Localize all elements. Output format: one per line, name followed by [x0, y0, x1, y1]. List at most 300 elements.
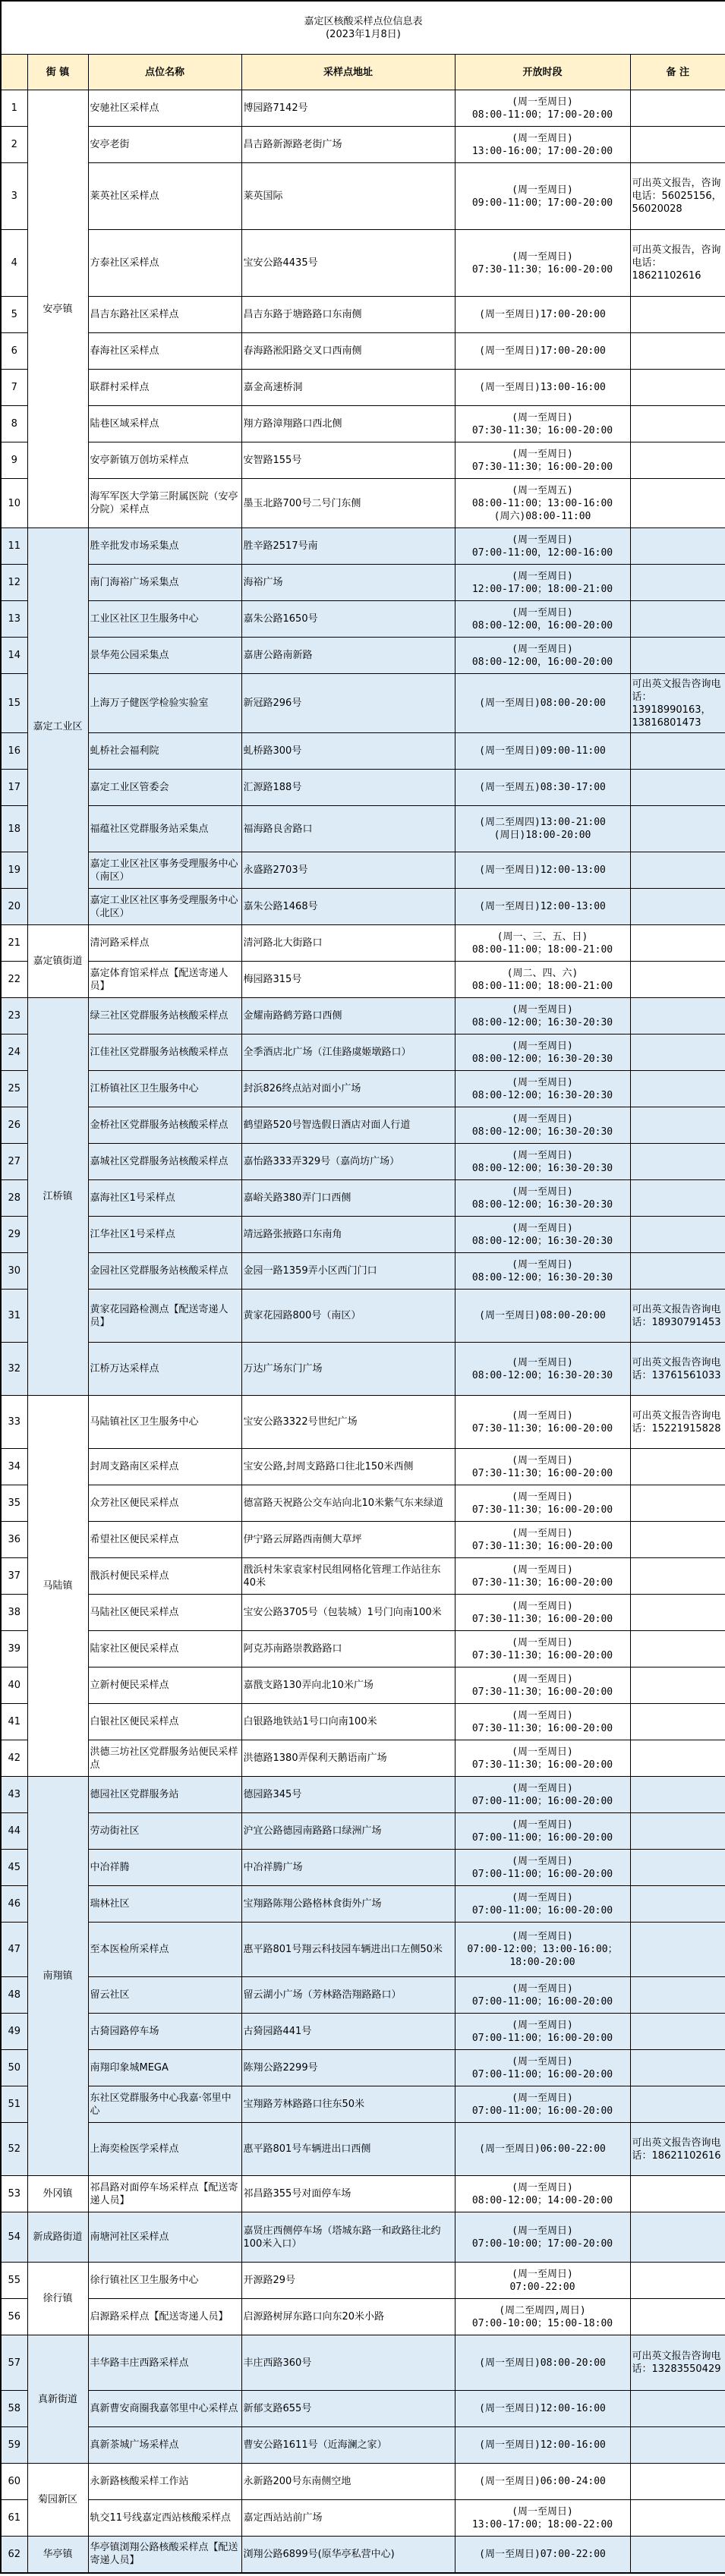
- row-number: 59: [1, 2427, 27, 2464]
- hours-line: 13:00-17:00；18:00-22:00: [471, 2518, 613, 2530]
- site-note: [630, 1777, 725, 1813]
- table-row: [1, 2212, 725, 2263]
- table-row: [1, 1485, 725, 1522]
- hours-line: 08:00-12:00；16:30-20:30: [471, 1369, 613, 1381]
- table-row: [1, 1180, 725, 1217]
- site-name: 劳动街社区: [88, 1813, 241, 1850]
- site-note: [630, 2050, 725, 2086]
- opening-hours: [455, 1704, 630, 1740]
- site-note: [630, 1813, 725, 1850]
- table-row: [1, 2123, 725, 2176]
- table-row: [1, 528, 725, 565]
- hours-line: (周一至周日): [512, 250, 573, 263]
- site-address: 洪德路1380弄保利天鹅语南广场: [241, 1740, 455, 1777]
- table-row: [1, 852, 725, 889]
- site-name: 真新茶城广场采样点: [88, 2427, 241, 2464]
- hours-line: (周一至周日): [512, 1186, 573, 1198]
- opening-hours: [455, 1107, 630, 1144]
- site-name: 福蕴社区党群服务站采集点: [88, 806, 241, 852]
- table-row: [1, 1704, 725, 1740]
- opening-hours: [455, 2050, 630, 2086]
- table-row: [1, 1595, 725, 1631]
- site-name: 安驰社区采样点: [88, 90, 241, 127]
- site-name: 绿三社区党群服务站核酸采样点: [88, 998, 241, 1034]
- site-address: 启源路树屏东路口向东20米小路: [241, 2299, 455, 2335]
- site-note: [630, 1704, 725, 1740]
- site-address: 金耀南路鹤芳路口西侧: [241, 998, 455, 1034]
- site-address: 嘉金高速桥洞: [241, 370, 455, 406]
- opening-hours: [455, 370, 630, 406]
- opening-hours: [455, 2299, 630, 2335]
- site-name: 陆巷区域采样点: [88, 406, 241, 442]
- row-number: 52: [1, 2123, 27, 2176]
- table-row: [1, 962, 725, 998]
- site-address: 惠平路801号翔云科技园车辆进出口左侧50米: [241, 1923, 455, 1977]
- table-row: [1, 1071, 725, 1107]
- site-name: 嘉定体育馆采样点【配送寄递人员】: [88, 962, 241, 998]
- site-note: [630, 2086, 725, 2123]
- table-row: [1, 674, 725, 733]
- site-name: 东社区党群服务中心我嘉·邻里中心: [88, 2086, 241, 2123]
- site-name: 工业区社区卫生服务中心: [88, 601, 241, 638]
- site-name: 黄家花园路检测点【配送寄递人员】: [88, 1290, 241, 1343]
- site-name: 真新曹安商圈我嘉邻里中心采样点: [88, 2391, 241, 2427]
- table-row: [1, 2391, 725, 2427]
- table-row: [1, 925, 725, 962]
- table-row: [1, 889, 725, 925]
- site-note: [630, 998, 725, 1034]
- hours-line: (周一至周日): [512, 1855, 573, 1867]
- site-note: [630, 2176, 725, 2212]
- site-name: 众芳社区便民采样点: [88, 1485, 241, 1522]
- row-number: 19: [1, 852, 27, 889]
- site-note: [630, 1977, 725, 2014]
- table-row: [1, 1290, 725, 1343]
- site-address: 宝翔路芳林路路口往东50米: [241, 2086, 455, 2123]
- site-address: 嘉贤庄西侧停车场（塔城东路一和政路往北约100米入口）: [241, 2212, 455, 2263]
- site-address: 古猗园路441号: [241, 2014, 455, 2050]
- opening-hours: [455, 889, 630, 925]
- site-note: [630, 2212, 725, 2263]
- site-note: [630, 2427, 725, 2464]
- row-number: 1: [1, 90, 27, 127]
- hours-line: (周一至周日)13:00-16:00: [479, 382, 606, 393]
- hours-line: (周一至周日): [512, 184, 573, 196]
- site-address: 宝翔路陈翔公路格林食街外广场: [241, 1886, 455, 1923]
- row-number: 12: [1, 565, 27, 601]
- site-note: [630, 1631, 725, 1667]
- site-note: [630, 442, 725, 479]
- site-address: 嘉唐公路南新路: [241, 638, 455, 674]
- row-number: 32: [1, 1343, 27, 1396]
- opening-hours: [455, 1449, 630, 1485]
- hours-line: 07:00-10:00；15:00-18:00: [471, 2317, 613, 2329]
- col-header-site-name: 点位名称: [88, 55, 241, 90]
- hours-line: (周一至周日)06:00-22:00: [479, 2143, 606, 2155]
- hours-line: 07:30-11:30；16:00-20:00: [471, 1467, 613, 1479]
- row-number: 30: [1, 1253, 27, 1290]
- site-address: 黄家花园路800号（南区）: [241, 1290, 455, 1343]
- table-row: [1, 1396, 725, 1449]
- hours-line: 07:00-11:00；16:00-20:00: [471, 1995, 613, 2008]
- opening-hours: [455, 2176, 630, 2212]
- site-name: 中冶祥腾: [88, 1850, 241, 1886]
- table-row: [1, 2014, 725, 2050]
- town-name: 江桥镇: [27, 998, 88, 1396]
- hours-line: 07:00-11:00；16:00-20:00: [471, 2105, 613, 2117]
- opening-hours: [455, 1850, 630, 1886]
- table-row: [1, 2335, 725, 2391]
- opening-hours: [455, 601, 630, 638]
- opening-hours: [455, 1253, 630, 1290]
- site-note: [630, 1522, 725, 1558]
- row-number: 50: [1, 2050, 27, 2086]
- site-note: 可出英文报告，咨询电话：56025156，56020028: [630, 163, 725, 230]
- site-note: [630, 2464, 725, 2500]
- hours-line: 13:00-16:00；17:00-20:00: [471, 145, 613, 157]
- col-header-town: 街 镇: [27, 55, 88, 90]
- col-header-address: 采样点地址: [241, 55, 455, 90]
- site-name: 永新路核酸采样工作站: [88, 2464, 241, 2500]
- site-note: [630, 1449, 725, 1485]
- site-name: 金园社区党群服务站核酸采样点: [88, 1253, 241, 1290]
- site-name: 江佳社区党群服务站核酸采样点: [88, 1034, 241, 1071]
- hours-line: (周一至周日)08:00-20:00: [479, 698, 606, 709]
- table-row: [1, 1977, 725, 2014]
- opening-hours: [455, 1886, 630, 1923]
- row-number: 44: [1, 1813, 27, 1850]
- opening-hours: [455, 2537, 630, 2573]
- site-name: 古猗园路停车场: [88, 2014, 241, 2050]
- table-row: [1, 2086, 725, 2123]
- opening-hours: [455, 1813, 630, 1850]
- row-number: 37: [1, 1558, 27, 1595]
- opening-hours: [455, 2335, 630, 2391]
- site-note: [630, 565, 725, 601]
- hours-line: (周一至周日): [512, 1709, 573, 1721]
- opening-hours: [455, 1144, 630, 1180]
- opening-hours: [455, 1740, 630, 1777]
- hours-line: (周二至周四)13:00-21:00: [479, 817, 606, 828]
- site-address: 春海路淞阳路交叉口西南侧: [241, 333, 455, 370]
- opening-hours: [455, 127, 630, 163]
- site-note: [630, 1485, 725, 1522]
- site-name: 南翔印象城MEGA: [88, 2050, 241, 2086]
- hours-line: (周一至周日): [512, 1491, 573, 1503]
- hours-line: 07:00-11:00；16:00-20:00: [471, 2032, 613, 2044]
- table-row: [1, 2299, 725, 2335]
- row-number: 58: [1, 2391, 27, 2427]
- site-name: 江桥镇社区卫生服务中心: [88, 1071, 241, 1107]
- hours-line: (周二至周四,周日): [499, 2304, 586, 2316]
- hours-line: (周一至周日): [512, 1149, 573, 1161]
- site-note: [630, 479, 725, 528]
- hours-line: (周一至周日): [512, 1258, 573, 1271]
- row-number: 36: [1, 1522, 27, 1558]
- col-header-hours: 开放时段: [455, 55, 630, 90]
- opening-hours: [455, 1290, 630, 1343]
- hours-line: 18:00-20:00: [509, 1957, 575, 1968]
- row-number: 8: [1, 406, 27, 442]
- site-note: [630, 370, 725, 406]
- table-row: [1, 1631, 725, 1667]
- site-name: 方泰社区采样点: [88, 230, 241, 297]
- row-number: 14: [1, 638, 27, 674]
- site-note: [630, 1071, 725, 1107]
- site-name: 景华苑公园采集点: [88, 638, 241, 674]
- row-number: 43: [1, 1777, 27, 1813]
- hours-line: 07:30-11:30；16:00-20:00: [471, 1686, 613, 1698]
- site-address: 德富路天祝路公交车站向北10米紫气东来绿道: [241, 1485, 455, 1522]
- site-address: 开源路29号: [241, 2263, 455, 2299]
- town-name: 徐行镇: [27, 2263, 88, 2335]
- site-address: 宝安公路,封周支路路口往北150米西侧: [241, 1449, 455, 1485]
- site-name: 祁昌路对面停车场采样点【配送寄递人员】: [88, 2176, 241, 2212]
- table-row: [1, 770, 725, 806]
- site-name: 南门海裕广场采集点: [88, 565, 241, 601]
- hours-line: (周一至周日): [512, 96, 573, 108]
- site-name: 嘉海社区1号采样点: [88, 1180, 241, 1217]
- site-note: [630, 889, 725, 925]
- town-name: 菊园新区: [27, 2464, 88, 2537]
- hours-line: (周一至周日): [512, 570, 573, 582]
- site-address: 伊宁路云屏路西南侧大草坪: [241, 1522, 455, 1558]
- site-address: 清河路北大街路口: [241, 925, 455, 962]
- row-number: 11: [1, 528, 27, 565]
- site-address: 阿克苏南路崇教路路口: [241, 1631, 455, 1667]
- table-row: [1, 2537, 725, 2573]
- site-note: 可出英文报告咨询电话：18930791453: [630, 1290, 725, 1343]
- hours-line: (周一至周日): [512, 1782, 573, 1794]
- site-address: 曹安公路1611号（近海澜之家）: [241, 2427, 455, 2464]
- opening-hours: [455, 998, 630, 1034]
- table-row: [1, 1850, 725, 1886]
- row-number: 9: [1, 442, 27, 479]
- hours-line: (周一至周日): [512, 1982, 573, 1995]
- page-subtitle-date: (2023年1月8日): [326, 28, 401, 40]
- opening-hours: [455, 770, 630, 806]
- hours-line: (周一至周日): [512, 2092, 573, 2104]
- row-number: 27: [1, 1144, 27, 1180]
- hours-line: (周一至周日)17:00-20:00: [479, 309, 606, 320]
- site-note: [630, 333, 725, 370]
- table-row: [1, 90, 725, 127]
- site-note: 可出英文报告咨询电话：13918990163，13816801473: [630, 674, 725, 733]
- table-row: [1, 1034, 725, 1071]
- site-name: 立新村便民采样点: [88, 1667, 241, 1704]
- opening-hours: [455, 1923, 630, 1977]
- hours-line: 07:00-11:00；16:00-20:00: [471, 2068, 613, 2080]
- row-number: 41: [1, 1704, 27, 1740]
- site-address: 永盛路2703号: [241, 852, 455, 889]
- hours-line: (周一至周日): [512, 448, 573, 460]
- opening-hours: [455, 1977, 630, 2014]
- site-address: 封浜826终点站对面小广场: [241, 1071, 455, 1107]
- site-note: 可出英文报告咨询电话：18621102616: [630, 2123, 725, 2176]
- site-address: 永新路200号东南侧空地: [241, 2464, 455, 2500]
- hours-line: (周一至周日): [512, 1746, 573, 1758]
- row-number: 17: [1, 770, 27, 806]
- hours-line: 07:00-11:00；16:00-20:00: [471, 1795, 613, 1807]
- town-name: 新成路街道: [27, 2212, 88, 2263]
- hours-line: (周一至周日): [512, 2055, 573, 2067]
- row-number: 48: [1, 1977, 27, 2014]
- hours-line: (周一至周日): [512, 2181, 573, 2193]
- site-address: 梅园路315号: [241, 962, 455, 998]
- site-address: 胜辛路2517号南: [241, 528, 455, 565]
- site-note: [630, 2263, 725, 2299]
- site-note: [630, 2299, 725, 2335]
- opening-hours: [455, 1217, 630, 1253]
- opening-hours: [455, 1071, 630, 1107]
- site-address: 沪宜公路德园南路路口绿洲广场: [241, 1813, 455, 1850]
- hours-line: 08:00-12:00；16:30-20:30: [471, 1089, 613, 1101]
- hours-line: 07:00-11:00；16:00-20:00: [471, 1831, 613, 1844]
- table-row: [1, 1667, 725, 1704]
- town-name: 真新街道: [27, 2335, 88, 2464]
- row-number: 4: [1, 230, 27, 297]
- hours-line: (周一至周日): [512, 1003, 573, 1016]
- row-number: 39: [1, 1631, 27, 1667]
- town-name: 嘉定镇街道: [27, 925, 88, 998]
- site-address: 嘉朱公路1650号: [241, 601, 455, 638]
- opening-hours: [455, 2391, 630, 2427]
- site-note: [630, 1034, 725, 1071]
- hours-line: 07:30-11:30；16:00-20:00: [471, 1576, 613, 1589]
- row-number: 45: [1, 1850, 27, 1886]
- site-name: 清河路采样点: [88, 925, 241, 962]
- site-address: 丰庄西路360号: [241, 2335, 455, 2391]
- site-address: 新冠路296号: [241, 674, 455, 733]
- site-name: 德园社区党群服务站: [88, 1777, 241, 1813]
- opening-hours: [455, 333, 630, 370]
- hours-line: (周一至周日): [512, 1931, 573, 1942]
- opening-hours: [455, 2263, 630, 2299]
- hours-line: 08:00-11:00；13:00-16:00: [471, 497, 613, 509]
- hours-line: 07:00-12:00；13:00-16:00；: [467, 1944, 618, 1955]
- opening-hours: [455, 442, 630, 479]
- site-name: 留云社区: [88, 1977, 241, 2014]
- site-name: 白银社区便民采样点: [88, 1704, 241, 1740]
- site-name: 马陆镇社区卫生服务中心: [88, 1396, 241, 1449]
- hours-line: (周一至周日)09:00-11:00: [479, 745, 606, 757]
- hours-line: (周一至周日)07:00-22:00: [479, 2548, 606, 2560]
- table-row: [1, 1343, 725, 1396]
- row-number: 13: [1, 601, 27, 638]
- table-row: [1, 442, 725, 479]
- row-number: 5: [1, 297, 27, 333]
- hours-line: 07:30-11:30；16:00-20:00: [471, 1613, 613, 1625]
- hours-line: 08:00-11:00；18:00-21:00: [471, 980, 613, 992]
- site-note: [630, 852, 725, 889]
- opening-hours: [455, 1595, 630, 1631]
- site-note: [630, 2391, 725, 2427]
- site-name: 封周支路南区采样点: [88, 1449, 241, 1485]
- hours-line: (周一至周日)12:00-13:00: [479, 864, 606, 876]
- opening-hours: [455, 2086, 630, 2123]
- opening-hours: [455, 1180, 630, 1217]
- col-header-index: [1, 55, 27, 90]
- hours-line: 07:30-11:30；16:00-20:00: [471, 1759, 613, 1771]
- site-address: 新郁支路655号: [241, 2391, 455, 2427]
- table-row: [1, 1253, 725, 1290]
- hours-line: 08:00-12:00；16:30-20:30: [471, 1016, 613, 1028]
- town-name: 马陆镇: [27, 1396, 88, 1777]
- site-name: 胜辛批发市场采集点: [88, 528, 241, 565]
- site-name: 江桥万达采样点: [88, 1343, 241, 1396]
- site-address: 嘉朱公路1468号: [241, 889, 455, 925]
- table-row: [1, 1886, 725, 1923]
- site-note: [630, 1886, 725, 1923]
- opening-hours: [455, 1777, 630, 1813]
- table-row: [1, 1522, 725, 1558]
- hours-line: (周一至周日): [512, 606, 573, 619]
- site-address: 鹤望路520号智选假日酒店对面人行道: [241, 1107, 455, 1144]
- site-note: [630, 2500, 725, 2537]
- site-note: [630, 1180, 725, 1217]
- site-name: 洪德三坊社区党群服务站便民采样点: [88, 1740, 241, 1777]
- site-note: [630, 770, 725, 806]
- site-address: 万达广场东门广场: [241, 1343, 455, 1396]
- table-row: [1, 1558, 725, 1595]
- site-name: 江华社区1号采样点: [88, 1217, 241, 1253]
- row-number: 60: [1, 2464, 27, 2500]
- site-address: 戬浜村朱家袁家村民组网格化管理工作站往东40米: [241, 1558, 455, 1595]
- site-name: 至本医检所采样点: [88, 1923, 241, 1977]
- opening-hours: [455, 2500, 630, 2537]
- site-name: 丰华路丰庄西路采样点: [88, 2335, 241, 2391]
- row-number: 28: [1, 1180, 27, 1217]
- opening-hours: [455, 528, 630, 565]
- opening-hours: [455, 297, 630, 333]
- hours-line: (周一至周日): [512, 1600, 573, 1612]
- col-header-notes: 备 注: [630, 55, 725, 90]
- site-address: 惠平路801号车辆进出口西侧: [241, 2123, 455, 2176]
- opening-hours: [455, 852, 630, 889]
- hours-line: (周一至周五)08:30-17:00: [479, 782, 606, 793]
- opening-hours: [455, 1522, 630, 1558]
- site-name: 华亭镇浏翔公路核酸采样点【配送寄递人员】: [88, 2537, 241, 2573]
- row-number: 21: [1, 925, 27, 962]
- site-address: 莱英国际: [241, 163, 455, 230]
- row-number: 51: [1, 2086, 27, 2123]
- table-row: [1, 479, 725, 528]
- hours-line: 08:00-12:00；16:30-20:30: [471, 1235, 613, 1247]
- site-note: [630, 1558, 725, 1595]
- site-address: 留云湖小广场（芳林路浩翔路路口）: [241, 1977, 455, 2014]
- hours-line: (周一至周日): [512, 2505, 573, 2518]
- hours-line: (周一至周日): [512, 1454, 573, 1466]
- row-number: 10: [1, 479, 27, 528]
- row-number: 29: [1, 1217, 27, 1253]
- table-title-cell: [1, 1, 725, 55]
- hours-line: 08:00-12:00；16:30-20:30: [471, 1162, 613, 1174]
- hours-line: (周一至周日): [512, 643, 573, 655]
- hours-line: (周一至周五): [512, 484, 573, 496]
- site-note: [630, 962, 725, 998]
- opening-hours: [455, 1485, 630, 1522]
- site-note: [630, 2537, 725, 2573]
- opening-hours: [455, 565, 630, 601]
- hours-line: (周一至周日): [512, 1409, 573, 1422]
- site-address: 昌吉路新源路老街广场: [241, 127, 455, 163]
- site-address: 靖远路张掖路口东南角: [241, 1217, 455, 1253]
- hours-line: 07:30-11:30；16:00-20:00: [471, 461, 613, 473]
- hours-line: 09:00-11:00；17:00-20:00: [471, 197, 613, 209]
- site-name: 戬浜村便民采样点: [88, 1558, 241, 1595]
- opening-hours: [455, 2212, 630, 2263]
- hours-line: (周一至周日): [512, 1076, 573, 1088]
